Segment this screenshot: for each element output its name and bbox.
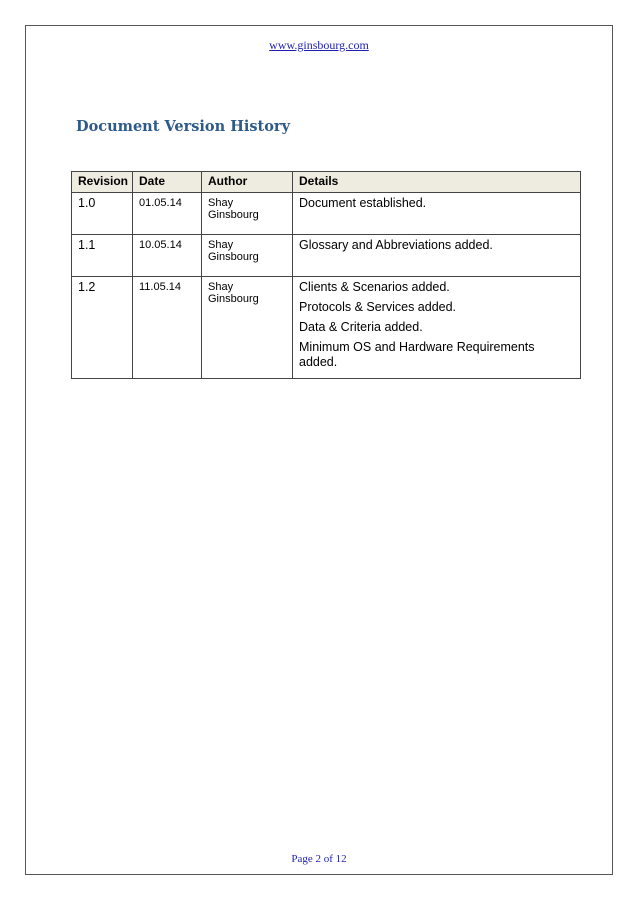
author-cell: Shay Ginsbourg xyxy=(202,235,293,277)
detail-line: Protocols & Services added. xyxy=(299,300,457,314)
version-history-table xyxy=(71,171,581,379)
details-cell xyxy=(293,193,581,235)
date-cell: 10.05.14 xyxy=(133,235,202,277)
revision-cell: 1.0 xyxy=(72,193,133,235)
column-header-revision: Revision xyxy=(72,172,133,193)
table-row xyxy=(72,235,581,277)
detail-line: Data & Criteria added. xyxy=(299,320,423,334)
revision-cell: 1.1 xyxy=(72,235,133,277)
date-cell: 01.05.14 xyxy=(133,193,202,235)
author-cell: Shay Ginsbourg xyxy=(202,193,293,235)
detail-line: Glossary and Abbreviations added. xyxy=(299,238,493,252)
page-number: Page 2 of 12 xyxy=(291,853,347,865)
column-header-author: Author xyxy=(202,172,293,193)
author-cell: Shay Ginsbourg xyxy=(202,277,293,379)
column-header-date: Date xyxy=(133,172,202,193)
column-header-details: Details xyxy=(293,172,581,193)
date-cell: 11.05.14 xyxy=(133,277,202,379)
table-row xyxy=(72,193,581,235)
detail-line: Document established. xyxy=(299,196,427,210)
table-header-row xyxy=(72,172,581,193)
details-cell xyxy=(293,235,581,277)
table-row xyxy=(72,277,581,379)
page-border xyxy=(25,25,613,875)
website-link[interactable]: www.ginsbourg.com xyxy=(269,38,369,52)
detail-line: Minimum OS and Hardware Requirements added. xyxy=(299,340,535,369)
details-cell xyxy=(293,277,581,379)
revision-cell: 1.2 xyxy=(72,277,133,379)
document-title: Document Version History xyxy=(76,118,290,135)
detail-line: Clients & Scenarios added. xyxy=(299,280,450,294)
